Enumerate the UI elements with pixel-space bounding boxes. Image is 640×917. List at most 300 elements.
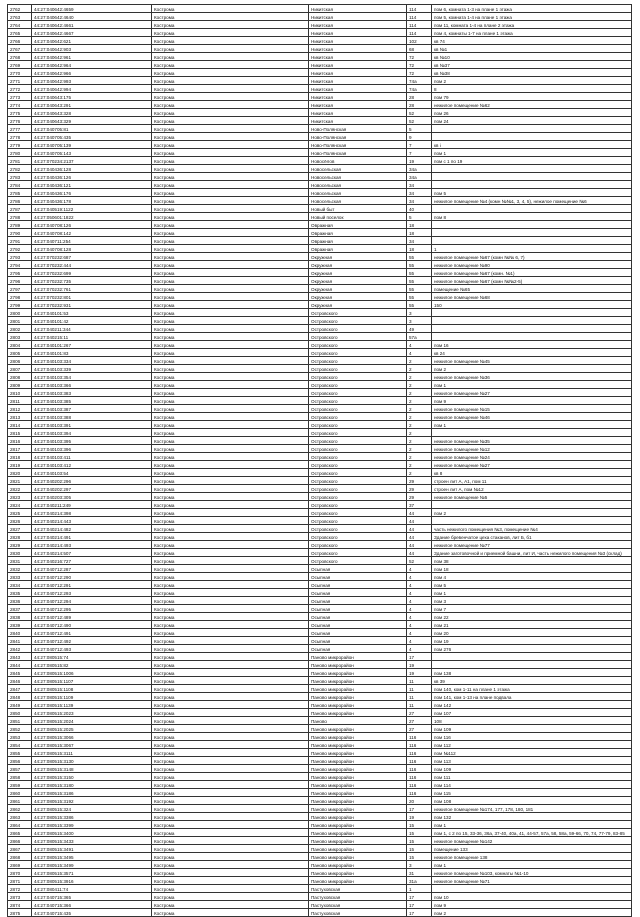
city-cell: Кострома (152, 677, 309, 685)
row-number-cell: 2843 (8, 653, 32, 661)
house-number-cell: 68 (407, 45, 432, 53)
city-cell: Кострома (152, 853, 309, 861)
premises-cell (432, 661, 632, 669)
premises-cell: нежилое помещение №67 (комн. №1) (432, 269, 632, 277)
house-number-cell: 116 (407, 733, 432, 741)
cadastral-number-cell: 44:27:040712:291 (32, 581, 152, 589)
table-row (8, 509, 632, 517)
premises-cell: пом 109 (432, 765, 632, 773)
street-cell: Осыпная (309, 613, 407, 621)
row-number-cell: 2845 (8, 669, 32, 677)
premises-cell (432, 237, 632, 245)
premises-cell: нежилое помещение №27 (432, 389, 632, 397)
street-cell: Островского (309, 381, 407, 389)
city-cell: Кострома (152, 165, 309, 173)
house-number-cell: 4 (407, 629, 432, 637)
row-number-cell: 2773 (8, 93, 32, 101)
city-cell: Кострома (152, 69, 309, 77)
cadastral-number-cell: 44:27:080515:1006 (32, 669, 152, 677)
row-number-cell: 2851 (8, 717, 32, 725)
premises-cell (432, 173, 632, 181)
table-row (8, 221, 632, 229)
premises-cell: нежилое помещение №90 (432, 261, 632, 269)
house-number-cell: 4 (407, 349, 432, 357)
street-cell: Паново микрорайон (309, 693, 407, 701)
row-number-cell: 2861 (8, 797, 32, 805)
premises-cell: пом 1 (432, 149, 632, 157)
city-cell: Кострома (152, 509, 309, 517)
table-row (8, 693, 632, 701)
table-row (8, 141, 632, 149)
house-number-cell: 34 (407, 189, 432, 197)
cadastral-number-cell: 44:27:040642:966 (32, 69, 152, 77)
house-number-cell: 2 (407, 365, 432, 373)
table-row (8, 701, 632, 709)
city-cell: Кострома (152, 197, 309, 205)
house-number-cell: 55 (407, 277, 432, 285)
premises-cell (432, 229, 632, 237)
row-number-cell: 2808 (8, 373, 32, 381)
row-number-cell: 2805 (8, 349, 32, 357)
city-cell: Кострома (152, 469, 309, 477)
street-cell: Островского (309, 493, 407, 501)
row-number-cell: 2779 (8, 141, 32, 149)
row-number-cell: 2874 (8, 901, 32, 909)
premises-cell (432, 221, 632, 229)
row-number-cell: 2840 (8, 629, 32, 637)
street-cell: Новосельская (309, 173, 407, 181)
cadastral-number-cell: 44:27:040642:4661 (32, 21, 152, 29)
house-number-cell: 17 (407, 805, 432, 813)
premises-cell: 108 (432, 717, 632, 725)
city-cell: Кострома (152, 93, 309, 101)
city-cell: Кострома (152, 773, 309, 781)
row-number-cell: 2767 (8, 45, 32, 53)
street-cell: Новосёлов (309, 157, 407, 165)
street-cell: Окружная (309, 301, 407, 309)
table-row (8, 269, 632, 277)
table-row (8, 189, 632, 197)
street-cell: Островского (309, 557, 407, 565)
premises-cell: пом с 1 по 19 (432, 157, 632, 165)
cadastral-number-cell: 44:27:040642:4640 (32, 13, 152, 21)
city-cell: Кострома (152, 29, 309, 37)
cadastral-number-cell: 44:27:040202:297 (32, 485, 152, 493)
house-number-cell: 116 (407, 773, 432, 781)
house-number-cell: 17 (407, 901, 432, 909)
table-row (8, 157, 632, 165)
cadastral-number-cell: 44:27:040712:287 (32, 565, 152, 573)
city-cell: Кострома (152, 381, 309, 389)
row-number-cell: 2875 (8, 909, 32, 917)
premises-cell: кв 8 (432, 469, 632, 477)
cadastral-number-cell: 44:27:040216:727 (32, 557, 152, 565)
house-number-cell: 19 (407, 157, 432, 165)
premises-cell: пом 140, ком 1-11 на плане 1 этажа (432, 685, 632, 693)
street-cell: Паново микрорайон (309, 837, 407, 845)
premises-cell: кв №38 (432, 69, 632, 77)
city-cell: Кострома (152, 181, 309, 189)
street-cell: Островского (309, 509, 407, 517)
house-number-cell: 34 (407, 181, 432, 189)
street-cell: Паново микрорайон (309, 733, 407, 741)
house-number-cell: 55 (407, 269, 432, 277)
street-cell: Ново-Полянская (309, 133, 407, 141)
table-row (8, 173, 632, 181)
row-number-cell: 2818 (8, 453, 32, 461)
street-cell: Островского (309, 541, 407, 549)
city-cell: Кострома (152, 621, 309, 629)
table-row (8, 749, 632, 757)
table-row (8, 765, 632, 773)
house-number-cell: 4 (407, 645, 432, 653)
cadastral-number-cell: 44:27:080515:3491 (32, 845, 152, 853)
house-number-cell: 44 (407, 509, 432, 517)
premises-cell: пом 116 (432, 733, 632, 741)
city-cell: Кострома (152, 285, 309, 293)
row-number-cell: 2869 (8, 861, 32, 869)
cadastral-number-cell: 44:27:070232:699 (32, 269, 152, 277)
city-cell: Кострома (152, 253, 309, 261)
premises-cell: кв 74 (432, 37, 632, 45)
cadastral-number-cell: 44:27:070232:444 (32, 261, 152, 269)
table-row (8, 461, 632, 469)
house-number-cell: 116 (407, 749, 432, 757)
city-cell: Кострома (152, 149, 309, 157)
street-cell: Пастуховская (309, 885, 407, 893)
street-cell: Окружная (309, 277, 407, 285)
street-cell: Островского (309, 437, 407, 445)
city-cell: Кострома (152, 557, 309, 565)
street-cell: Ново-Полянская (309, 141, 407, 149)
street-cell: Островского (309, 469, 407, 477)
row-number-cell: 2864 (8, 821, 32, 829)
house-number-cell: 3 (407, 309, 432, 317)
table-row (8, 557, 632, 565)
house-number-cell: 15 (407, 821, 432, 829)
city-cell: Кострома (152, 405, 309, 413)
table-row (8, 317, 632, 325)
cadastral-number-cell: 44:27:040215:11 (32, 333, 152, 341)
register-sheet (7, 4, 631, 917)
table-row (8, 645, 632, 653)
row-number-cell: 2819 (8, 461, 32, 469)
city-cell: Кострома (152, 61, 309, 69)
table-row (8, 69, 632, 77)
table-row (8, 389, 632, 397)
table-row (8, 885, 632, 893)
city-cell: Кострома (152, 629, 309, 637)
house-number-cell: 116 (407, 789, 432, 797)
house-number-cell: 114 (407, 13, 432, 21)
table-row (8, 757, 632, 765)
cadastral-number-cell: 44:27:080515:1139 (32, 701, 152, 709)
row-number-cell: 2839 (8, 621, 32, 629)
row-number-cell: 2863 (8, 813, 32, 821)
house-number-cell: 44 (407, 533, 432, 541)
street-cell: Осыпная (309, 573, 407, 581)
house-number-cell: 4 (407, 589, 432, 597)
premises-cell: пом 142 (432, 701, 632, 709)
row-number-cell: 2810 (8, 389, 32, 397)
city-cell: Кострома (152, 541, 309, 549)
cadastral-number-cell: 44:27:040712:491 (32, 629, 152, 637)
house-number-cell: 15 (407, 845, 432, 853)
table-row (8, 85, 632, 93)
table-row (8, 589, 632, 597)
premises-cell: нежилое помещение №142 (432, 837, 632, 845)
premises-cell: пом 107 (432, 709, 632, 717)
city-cell: Кострома (152, 157, 309, 165)
cadastral-number-cell: 44:27:040103:394 (32, 429, 152, 437)
city-cell: Кострома (152, 525, 309, 533)
city-cell: Кострома (152, 109, 309, 117)
city-cell: Кострома (152, 325, 309, 333)
cadastral-number-cell: 44:27:080515:3433 (32, 837, 152, 845)
row-number-cell: 2783 (8, 173, 32, 181)
row-number-cell: 2827 (8, 525, 32, 533)
premises-cell: пом 115 (432, 789, 632, 797)
row-number-cell: 2848 (8, 693, 32, 701)
premises-cell (432, 317, 632, 325)
row-number-cell: 2802 (8, 325, 32, 333)
table-row (8, 501, 632, 509)
premises-cell (432, 309, 632, 317)
cadastral-number-cell: 44:27:040715:365 (32, 893, 152, 901)
cadastral-number-cell: 44:27:040436:121 (32, 181, 152, 189)
house-number-cell: 3 (407, 317, 432, 325)
house-number-cell: 49 (407, 325, 432, 333)
row-number-cell: 2769 (8, 61, 32, 69)
table-row (8, 541, 632, 549)
table-row (8, 517, 632, 525)
house-number-cell: 17 (407, 893, 432, 901)
cadastral-number-cell: 44:27:080515:3186 (32, 789, 152, 797)
city-cell: Кострома (152, 461, 309, 469)
house-number-cell: 1 (407, 885, 432, 893)
table-row (8, 365, 632, 373)
house-number-cell: 40 (407, 205, 432, 213)
street-cell: Пастуховская (309, 909, 407, 917)
premises-cell: строен лит А, пом №12 (432, 485, 632, 493)
row-number-cell: 2862 (8, 805, 32, 813)
premises-cell: 150 (432, 301, 632, 309)
row-number-cell: 2829 (8, 541, 32, 549)
house-number-cell: 37 (407, 501, 432, 509)
city-cell: Кострома (152, 501, 309, 509)
house-number-cell: 15 (407, 837, 432, 845)
row-number-cell: 2780 (8, 149, 32, 157)
house-number-cell: 2 (407, 405, 432, 413)
cadastral-number-cell: 44:27:040708:126 (32, 221, 152, 229)
row-number-cell: 2814 (8, 421, 32, 429)
house-number-cell: 2 (407, 413, 432, 421)
street-cell: Островского (309, 453, 407, 461)
cadastral-number-cell: 44:27:040642:964 (32, 61, 152, 69)
cadastral-number-cell: 44:27:040214:491 (32, 533, 152, 541)
table-row (8, 565, 632, 573)
city-cell: Кострома (152, 141, 309, 149)
house-number-cell: 34а (407, 165, 432, 173)
city-cell: Кострома (152, 365, 309, 373)
street-cell: Паново микрорайон (309, 725, 407, 733)
house-number-cell: 4 (407, 613, 432, 621)
row-number-cell: 2823 (8, 493, 32, 501)
street-cell: Островского (309, 525, 407, 533)
premises-cell: пом 111 (432, 773, 632, 781)
city-cell: Кострома (152, 397, 309, 405)
row-number-cell: 2791 (8, 237, 32, 245)
row-number-cell: 2782 (8, 165, 32, 173)
premises-cell: нежилое помещение №103, комнаты №1-10 (432, 869, 632, 877)
cadastral-number-cell: 44:27:040715:435 (32, 909, 152, 917)
city-cell: Кострома (152, 437, 309, 445)
row-number-cell: 2804 (8, 341, 32, 349)
cadastral-number-cell: 44:27:040712:492 (32, 637, 152, 645)
premises-cell: Здание бревенчатое цеха стаканов, лит Б, б1 (432, 533, 632, 541)
house-number-cell: 11 (407, 677, 432, 685)
city-cell: Кострома (152, 845, 309, 853)
table-row (8, 5, 632, 13)
table-row (8, 405, 632, 413)
cadastral-number-cell: 44:27:040103:412 (32, 461, 152, 469)
city-cell: Кострома (152, 901, 309, 909)
city-cell: Кострома (152, 173, 309, 181)
table-row (8, 37, 632, 45)
row-number-cell: 2765 (8, 29, 32, 37)
street-cell: Островского (309, 325, 407, 333)
row-number-cell: 2871 (8, 877, 32, 885)
cadastral-number-cell: 44:27:040214:493 (32, 541, 152, 549)
premises-cell: нежилое помещение №45 (432, 357, 632, 365)
table-row (8, 413, 632, 421)
house-number-cell: 2 (407, 357, 432, 365)
house-number-cell: 4 (407, 581, 432, 589)
cadastral-number-cell: 44:27:040705:81 (32, 125, 152, 133)
house-number-cell: 4 (407, 597, 432, 605)
table-row (8, 861, 632, 869)
premises-cell: пом 108 (432, 797, 632, 805)
cadastral-number-cell: 44:27:040705:435 (32, 133, 152, 141)
table-row (8, 93, 632, 101)
city-cell: Кострома (152, 613, 309, 621)
table-row (8, 877, 632, 885)
row-number-cell: 2785 (8, 189, 32, 197)
premises-cell (432, 333, 632, 341)
table-row (8, 197, 632, 205)
street-cell: Паново микрорайон (309, 821, 407, 829)
street-cell: Окружная (309, 293, 407, 301)
city-cell: Кострома (152, 813, 309, 821)
city-cell: Кострома (152, 821, 309, 829)
cadastral-number-cell: 44:27:080515:3916 (32, 877, 152, 885)
premises-cell: 1 (432, 245, 632, 253)
cadastral-number-cell: 44:27:040642:903 (32, 45, 152, 53)
city-cell: Кострома (152, 205, 309, 213)
cadastral-number-cell: 44:27:040214:482 (32, 525, 152, 533)
house-number-cell: 116 (407, 781, 432, 789)
premises-cell: пом 1 (432, 821, 632, 829)
table-row (8, 733, 632, 741)
city-cell: Кострома (152, 373, 309, 381)
premises-cell (432, 125, 632, 133)
premises-cell: нежилое помещение №27 (432, 461, 632, 469)
house-number-cell: 15 (407, 853, 432, 861)
premises-cell: нежилое помещение №62 (432, 101, 632, 109)
city-cell: Кострома (152, 413, 309, 421)
row-number-cell: 2778 (8, 133, 32, 141)
city-cell: Кострома (152, 341, 309, 349)
house-number-cell: 7 (407, 141, 432, 149)
table-row (8, 101, 632, 109)
street-cell: Никитская (309, 117, 407, 125)
street-cell: Паново микрорайон (309, 845, 407, 853)
house-number-cell: 19 (407, 669, 432, 677)
cadastral-number-cell: 44:27:040715:366 (32, 901, 152, 909)
street-cell: Никитская (309, 85, 407, 93)
row-number-cell: 2832 (8, 565, 32, 573)
table-row (8, 485, 632, 493)
row-number-cell: 2860 (8, 789, 32, 797)
street-cell: Пастуховская (309, 901, 407, 909)
house-number-cell: 4 (407, 341, 432, 349)
table-row (8, 453, 632, 461)
city-cell: Кострома (152, 493, 309, 501)
table-row (8, 845, 632, 853)
street-cell: Островского (309, 477, 407, 485)
house-number-cell: 31а (407, 877, 432, 885)
table-row (8, 909, 632, 917)
street-cell: Островского (309, 413, 407, 421)
street-cell: Островского (309, 373, 407, 381)
row-number-cell: 2817 (8, 445, 32, 453)
street-cell: Паново микрорайон (309, 677, 407, 685)
house-number-cell: 11 (407, 693, 432, 701)
street-cell: Овражная (309, 237, 407, 245)
table-row (8, 853, 632, 861)
house-number-cell: 114 (407, 21, 432, 29)
table-row (8, 829, 632, 837)
street-cell: Паново микрорайон (309, 797, 407, 805)
table-row (8, 357, 632, 365)
cadastral-number-cell: 44:27:040436:128 (32, 165, 152, 173)
house-number-cell: 102 (407, 37, 432, 45)
street-cell: Осыпная (309, 565, 407, 573)
table-row (8, 149, 632, 157)
cadastral-number-cell: 44:27:080515:3192 (32, 797, 152, 805)
cadastral-number-cell: 44:27:040101:53 (32, 309, 152, 317)
city-cell: Кострома (152, 21, 309, 29)
city-cell: Кострома (152, 117, 309, 125)
premises-cell: пом 9 (432, 901, 632, 909)
row-number-cell: 2770 (8, 69, 32, 77)
cadastral-number-cell: 44:27:040708:128 (32, 245, 152, 253)
cadastral-number-cell: 44:27:040705:139 (32, 141, 152, 149)
city-cell: Кострома (152, 693, 309, 701)
row-number-cell: 2834 (8, 581, 32, 589)
street-cell: Никитская (309, 109, 407, 117)
street-cell: Осыпная (309, 597, 407, 605)
table-row (8, 709, 632, 717)
city-cell: Кострома (152, 45, 309, 53)
premises-cell: нежилое помещение №15 (432, 405, 632, 413)
premises-cell: пом 79 (432, 93, 632, 101)
city-cell: Кострома (152, 589, 309, 597)
street-cell: Островского (309, 485, 407, 493)
street-cell: Островского (309, 365, 407, 373)
house-number-cell: 3 (407, 861, 432, 869)
city-cell: Кострома (152, 213, 309, 221)
